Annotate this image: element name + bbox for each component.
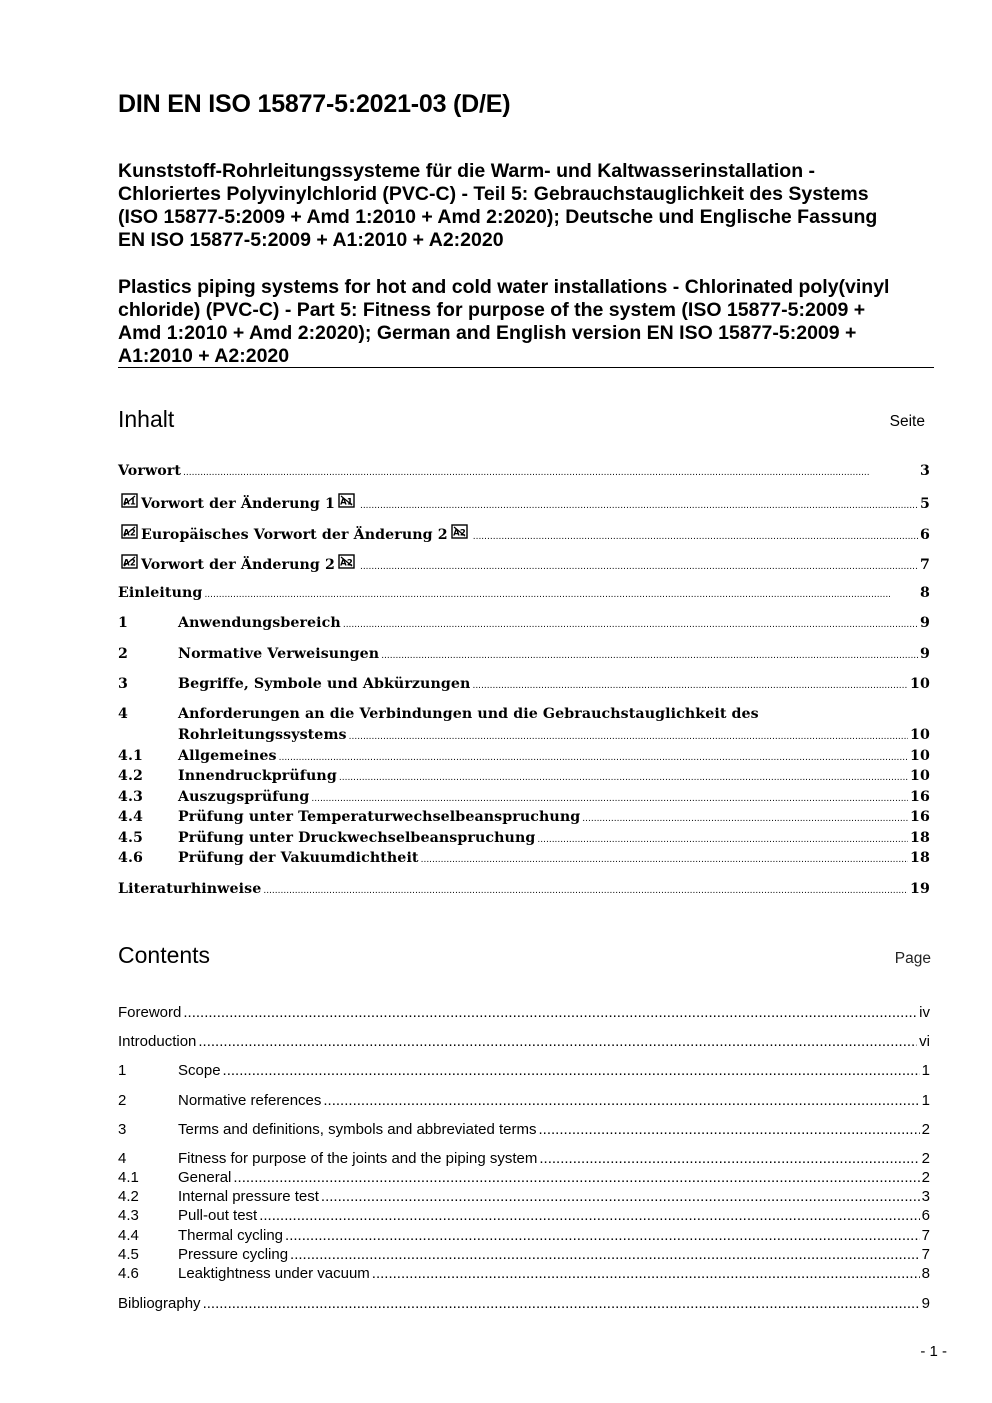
- toc-leader-dots: [311, 794, 908, 804]
- toc-leader-dots: [372, 1265, 920, 1282]
- toc-entry-title[interactable]: Vorwort der Änderung 1: [141, 496, 335, 512]
- toc-entry-number: 4.5: [118, 830, 143, 846]
- title-english: [118, 276, 918, 368]
- amendment-start-icon: [121, 554, 138, 569]
- svg-text:A2: A2: [452, 528, 466, 539]
- toc-leader-dots: [473, 532, 918, 542]
- toc-entry-page: 18: [910, 830, 930, 846]
- toc-entry-page: 16: [910, 789, 930, 805]
- toc-entry-title[interactable]: Auszugsprüfung: [178, 789, 310, 805]
- toc-leader-dots: [360, 501, 918, 511]
- toc-entry-title[interactable]: Literaturhinweise: [118, 881, 262, 897]
- toc-entry-page: 9: [921, 1295, 930, 1312]
- toc-entry-page: vi: [919, 1033, 930, 1050]
- toc-leader-dots: [381, 651, 918, 661]
- toc-leader-dots: [263, 886, 908, 896]
- toc-leader-dots: [539, 1121, 920, 1138]
- toc-entry[interactable]: [118, 1004, 930, 1021]
- toc-entry-title[interactable]: Internal pressure test: [178, 1188, 319, 1205]
- toc-entry-title[interactable]: Foreword: [118, 1004, 182, 1021]
- toc-entry[interactable]: [118, 1246, 930, 1263]
- toc-entry-page: 8: [920, 585, 930, 601]
- toc-entry-title[interactable]: Europäisches Vorwort der Änderung 2: [141, 527, 448, 543]
- toc-entry[interactable]: [118, 1295, 930, 1312]
- toc-entry-title-line1[interactable]: Anforderungen an die Verbindungen und die Gebrauchstauglichkeit des: [178, 706, 759, 722]
- toc-entry-title[interactable]: Pull-out test: [178, 1207, 258, 1224]
- toc-entry[interactable]: [118, 1265, 930, 1282]
- svg-text:A1: A1: [340, 497, 353, 508]
- toc-entry-number: 4.5: [118, 1246, 139, 1263]
- toc-entry-page: 1: [921, 1062, 930, 1079]
- toc-entry-number: 4: [118, 1150, 127, 1167]
- toc-entry[interactable]: [118, 1121, 930, 1138]
- title-german-line: (ISO 15877-5:2009 + Amd 1:2010 + Amd 2:2020); Deutsche und Englische Fassung: [118, 206, 878, 228]
- toc-entry-number: 3: [118, 676, 128, 692]
- toc-leader-dots: [233, 1169, 919, 1186]
- toc-entry[interactable]: [118, 850, 930, 866]
- toc-entry[interactable]: [118, 1150, 930, 1167]
- toc-entry[interactable]: [118, 524, 930, 543]
- toc-entry-title[interactable]: General: [178, 1169, 232, 1186]
- toc-entry-title[interactable]: Prüfung unter Druckwechselbeanspruchung: [178, 830, 536, 846]
- title-english-line: Plastics piping systems for hot and cold water installations - Chlorinated poly(vinyl: [118, 276, 890, 298]
- toc-entry-title[interactable]: Prüfung der Vakuumdichtheit: [178, 850, 419, 866]
- toc-entry-number: 4.3: [118, 789, 143, 805]
- toc-entry-number: 2: [118, 646, 128, 662]
- toc-entry-page: 5: [920, 496, 930, 512]
- toc-entry-page: 1: [921, 1092, 930, 1109]
- toc-entry-title[interactable]: Innendruckprüfung: [178, 768, 337, 784]
- toc-entry-number: 4: [118, 706, 128, 722]
- toc-leader-dots: [290, 1246, 920, 1263]
- svg-text:A2: A2: [123, 558, 136, 569]
- title-english-line: chloride) (PVC-C) - Part 5: Fitness for purpose of the system (ISO 15877-5:2009 +: [118, 299, 866, 321]
- toc-entry-page: 19: [910, 881, 930, 897]
- toc-entry-number: 3: [118, 1121, 127, 1138]
- toc-entry-page: iv: [919, 1004, 930, 1021]
- toc-leader-dots: [321, 1188, 920, 1205]
- toc-entry-page: 10: [910, 727, 930, 743]
- toc-entry-number: 4.4: [118, 1227, 139, 1244]
- toc-entry-title[interactable]: Normative references: [178, 1092, 322, 1109]
- toc-leader-dots: [349, 732, 908, 742]
- title-english-line: Amd 1:2010 + Amd 2:2020); German and English version EN ISO 15877-5:2009 +: [118, 322, 857, 344]
- toc-leader-dots: [472, 681, 908, 691]
- toc-leader-dots: [323, 1092, 919, 1109]
- title-german: [118, 160, 918, 252]
- toc-entry-number: 1: [118, 1062, 127, 1079]
- amendment-start-icon: [121, 493, 138, 508]
- toc-leader-dots: [279, 753, 908, 763]
- title-divider: [118, 367, 934, 368]
- title-german-line: Chloriertes Polyvinylchlorid (PVC-C) - Teil 5: Gebrauchstauglichkeit des Systems: [118, 183, 869, 205]
- toc-entry-title[interactable]: Vorwort: [118, 463, 182, 479]
- toc-entry[interactable]: [118, 809, 930, 825]
- toc-entry-title[interactable]: Allgemeines: [178, 748, 277, 764]
- toc-leader-dots: [343, 620, 918, 630]
- toc-entry-page: 7: [921, 1246, 930, 1263]
- toc-leader-dots: [183, 1004, 917, 1021]
- toc-entry-title[interactable]: Leaktightness under vacuum: [178, 1265, 370, 1282]
- toc-english-heading: Contents: [118, 942, 211, 968]
- toc-entry-number: 1: [118, 615, 128, 631]
- toc-leader-dots: [285, 1227, 920, 1244]
- toc-entry[interactable]: [118, 789, 930, 805]
- toc-entry-page: 6: [920, 527, 930, 543]
- toc-entry-page: 3: [921, 1188, 930, 1205]
- toc-entry-page: 6: [921, 1207, 930, 1224]
- toc-english-page-label: Page: [894, 950, 931, 967]
- toc-leader-dots: [223, 1062, 920, 1079]
- svg-text:A2: A2: [340, 558, 353, 569]
- title-german-line: EN ISO 15877-5:2009 + A1:2010 + A2:2020: [118, 229, 504, 251]
- toc-entry-title[interactable]: Anwendungsbereich: [178, 615, 341, 631]
- amendment-end-icon: [451, 524, 468, 539]
- toc-entry[interactable]: [118, 646, 930, 662]
- toc-entry-first-line[interactable]: [118, 706, 930, 722]
- toc-entry[interactable]: [118, 1188, 930, 1205]
- toc-entry-page: 18: [910, 850, 930, 866]
- svg-text:A2: A2: [123, 528, 136, 539]
- toc-entry-page: 9: [920, 615, 930, 631]
- toc-entry-number: 4.3: [118, 1207, 139, 1224]
- svg-text:A1: A1: [123, 497, 136, 508]
- toc-entry-page: 9: [920, 646, 930, 662]
- toc-entry-title[interactable]: Normative Verweisungen: [178, 646, 380, 662]
- toc-entry-number: 2: [118, 1092, 127, 1109]
- document-title: DIN EN ISO 15877-5:2021-03 (D/E): [118, 90, 511, 118]
- toc-entry[interactable]: [118, 1207, 930, 1224]
- toc-german-page-label: Seite: [889, 413, 925, 430]
- toc-entry-title[interactable]: Bibliography: [118, 1295, 201, 1312]
- toc-entry-number: 4.6: [118, 1265, 139, 1282]
- toc-entry-title[interactable]: Vorwort der Änderung 2: [141, 557, 335, 573]
- toc-entry-page: 7: [921, 1227, 930, 1244]
- toc-entry-title[interactable]: Prüfung unter Temperaturwechselbeanspruchung: [178, 809, 581, 825]
- toc-entry-title[interactable]: Fitness for purpose of the joints and the piping system: [178, 1150, 538, 1167]
- toc-entry[interactable]: [118, 1092, 930, 1109]
- toc-entry[interactable]: [118, 554, 930, 573]
- toc-leader-dots: [421, 855, 908, 865]
- toc-leader-dots: [360, 562, 918, 572]
- toc-entry[interactable]: [118, 493, 930, 512]
- toc-entry-title[interactable]: Terms and definitions, symbols and abbreviated terms: [178, 1121, 537, 1138]
- toc-entry[interactable]: [118, 676, 930, 692]
- toc-entry[interactable]: [118, 881, 930, 897]
- amendment-start-icon: [121, 524, 138, 539]
- toc-entry-number: 4.2: [118, 768, 143, 784]
- toc-entry[interactable]: [118, 1227, 930, 1244]
- amendment-end-icon: [338, 554, 355, 569]
- title-german-line: Kunststoff-Rohrleitungssysteme für die Warm- und Kaltwasserinstallation -: [118, 160, 816, 182]
- toc-leader-dots: [183, 468, 918, 478]
- toc-entry-page: 2: [921, 1150, 930, 1167]
- toc-entry-number: 4.1: [118, 1169, 139, 1186]
- toc-leader-dots: [259, 1207, 919, 1224]
- toc-entry[interactable]: [118, 727, 930, 743]
- toc-entry[interactable]: [118, 830, 930, 846]
- toc-leader-dots: [204, 590, 918, 600]
- toc-entry-page: 2: [921, 1121, 930, 1138]
- toc-entry[interactable]: [118, 1033, 930, 1050]
- toc-entry[interactable]: [118, 1062, 930, 1079]
- toc-entry-page: 7: [920, 557, 930, 573]
- toc-leader-dots: [582, 814, 908, 824]
- toc-entry-page: 8: [921, 1265, 930, 1282]
- toc-entry-title[interactable]: Introduction: [118, 1033, 197, 1050]
- toc-entry-title[interactable]: Thermal cycling: [178, 1227, 284, 1244]
- title-english-line: A1:2010 + A2:2020: [118, 345, 290, 367]
- toc-entry-page: 10: [910, 768, 930, 784]
- toc-entry[interactable]: [118, 768, 930, 784]
- toc-entry[interactable]: [118, 585, 930, 601]
- toc-entry-page: 2: [921, 1169, 930, 1186]
- toc-entry-page: 10: [910, 676, 930, 692]
- toc-entry[interactable]: [118, 1169, 930, 1186]
- page-number: - 1 -: [920, 1343, 947, 1360]
- toc-leader-dots: [339, 773, 908, 783]
- toc-leader-dots: [203, 1295, 920, 1312]
- toc-german-heading: Inhalt: [118, 406, 175, 432]
- toc-leader-dots: [537, 835, 908, 845]
- toc-entry-page: 10: [910, 748, 930, 764]
- amendment-end-icon: [338, 493, 355, 508]
- toc-entry[interactable]: [118, 463, 930, 479]
- toc-entry-title[interactable]: Rohrleitungssystems: [178, 727, 347, 743]
- toc-entry-title[interactable]: Begriffe, Symbole und Abkürzungen: [178, 676, 471, 692]
- toc-entry-title[interactable]: Pressure cycling: [178, 1246, 289, 1263]
- toc-leader-dots: [198, 1033, 917, 1050]
- toc-entry-title[interactable]: Einleitung: [118, 585, 203, 601]
- toc-entry-number: 4.6: [118, 850, 143, 866]
- toc-entry[interactable]: [118, 615, 930, 631]
- toc-entry-page: 16: [910, 809, 930, 825]
- toc-entry-number: 4.4: [118, 809, 143, 825]
- toc-entry-number: 4.2: [118, 1188, 139, 1205]
- toc-entry-title[interactable]: Scope: [178, 1062, 221, 1079]
- toc-leader-dots: [539, 1150, 919, 1167]
- toc-entry-page: 3: [920, 463, 930, 479]
- toc-entry-number: 4.1: [118, 748, 143, 764]
- toc-entry[interactable]: [118, 748, 930, 764]
